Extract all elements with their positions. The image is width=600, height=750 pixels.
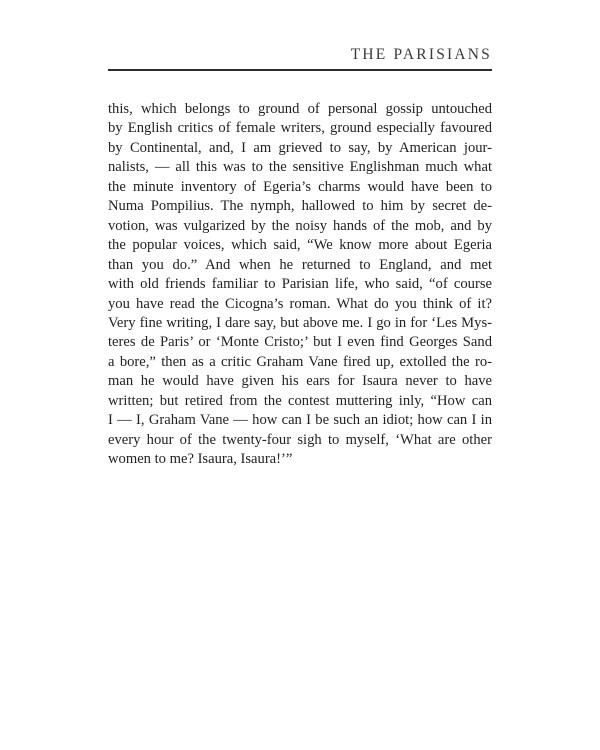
text-line: you have read the Cicogna’s roman. What do you think of it?	[108, 295, 492, 312]
text-line: a bore,” then as a critic Graham Vane fired up, extolled the ro-	[108, 353, 492, 370]
text-line: by Continental, and, I am grieved to say, by American jour-	[108, 139, 492, 156]
text-line: every hour of the twenty-four sigh to myself, ‘What are other	[108, 431, 492, 448]
text-line: the minute inventory of Egeria’s charms would have been to	[108, 178, 492, 195]
text-line: Very fine writing, I dare say, but above me. I go in for ‘Les Mys-	[108, 314, 492, 331]
text-line: by English critics of female writers, ground especially favoured	[108, 120, 492, 137]
text-line: women to me? Isaura, Isaura!’”	[108, 451, 293, 468]
text-line: votion, was vulgarized by the noisy hands of the mob, and by	[108, 217, 492, 234]
body-paragraph	[108, 100, 492, 470]
header-rule	[108, 69, 492, 71]
text-line: with old friends familiar to Parisian life, who said, “of course	[108, 276, 492, 293]
text-line: than you do.” And when he returned to England, and met	[108, 256, 492, 273]
text-line: I — I, Graham Vane — how can I be such an idiot; how can I in	[108, 412, 492, 429]
text-line: man he would have given his ears for Isaura never to have	[108, 373, 492, 390]
text-line: nalists, — all this was to the sensitive Englishman much what	[108, 159, 492, 176]
text-line: this, which belongs to ground of personal gossip untouched	[108, 101, 492, 117]
text-line: teres de Paris’ or ‘Monte Cristo;’ but I even find Georges Sand	[108, 334, 492, 351]
text-line: written; but retired from the contest muttering inly, “How can	[108, 392, 492, 409]
running-head-title: THE PARISIANS	[350, 46, 492, 63]
text-line: the popular voices, which said, “We know more about Egeria	[108, 237, 492, 254]
text-line: Numa Pompilius. The nymph, hallowed to him by secret de-	[108, 198, 492, 215]
